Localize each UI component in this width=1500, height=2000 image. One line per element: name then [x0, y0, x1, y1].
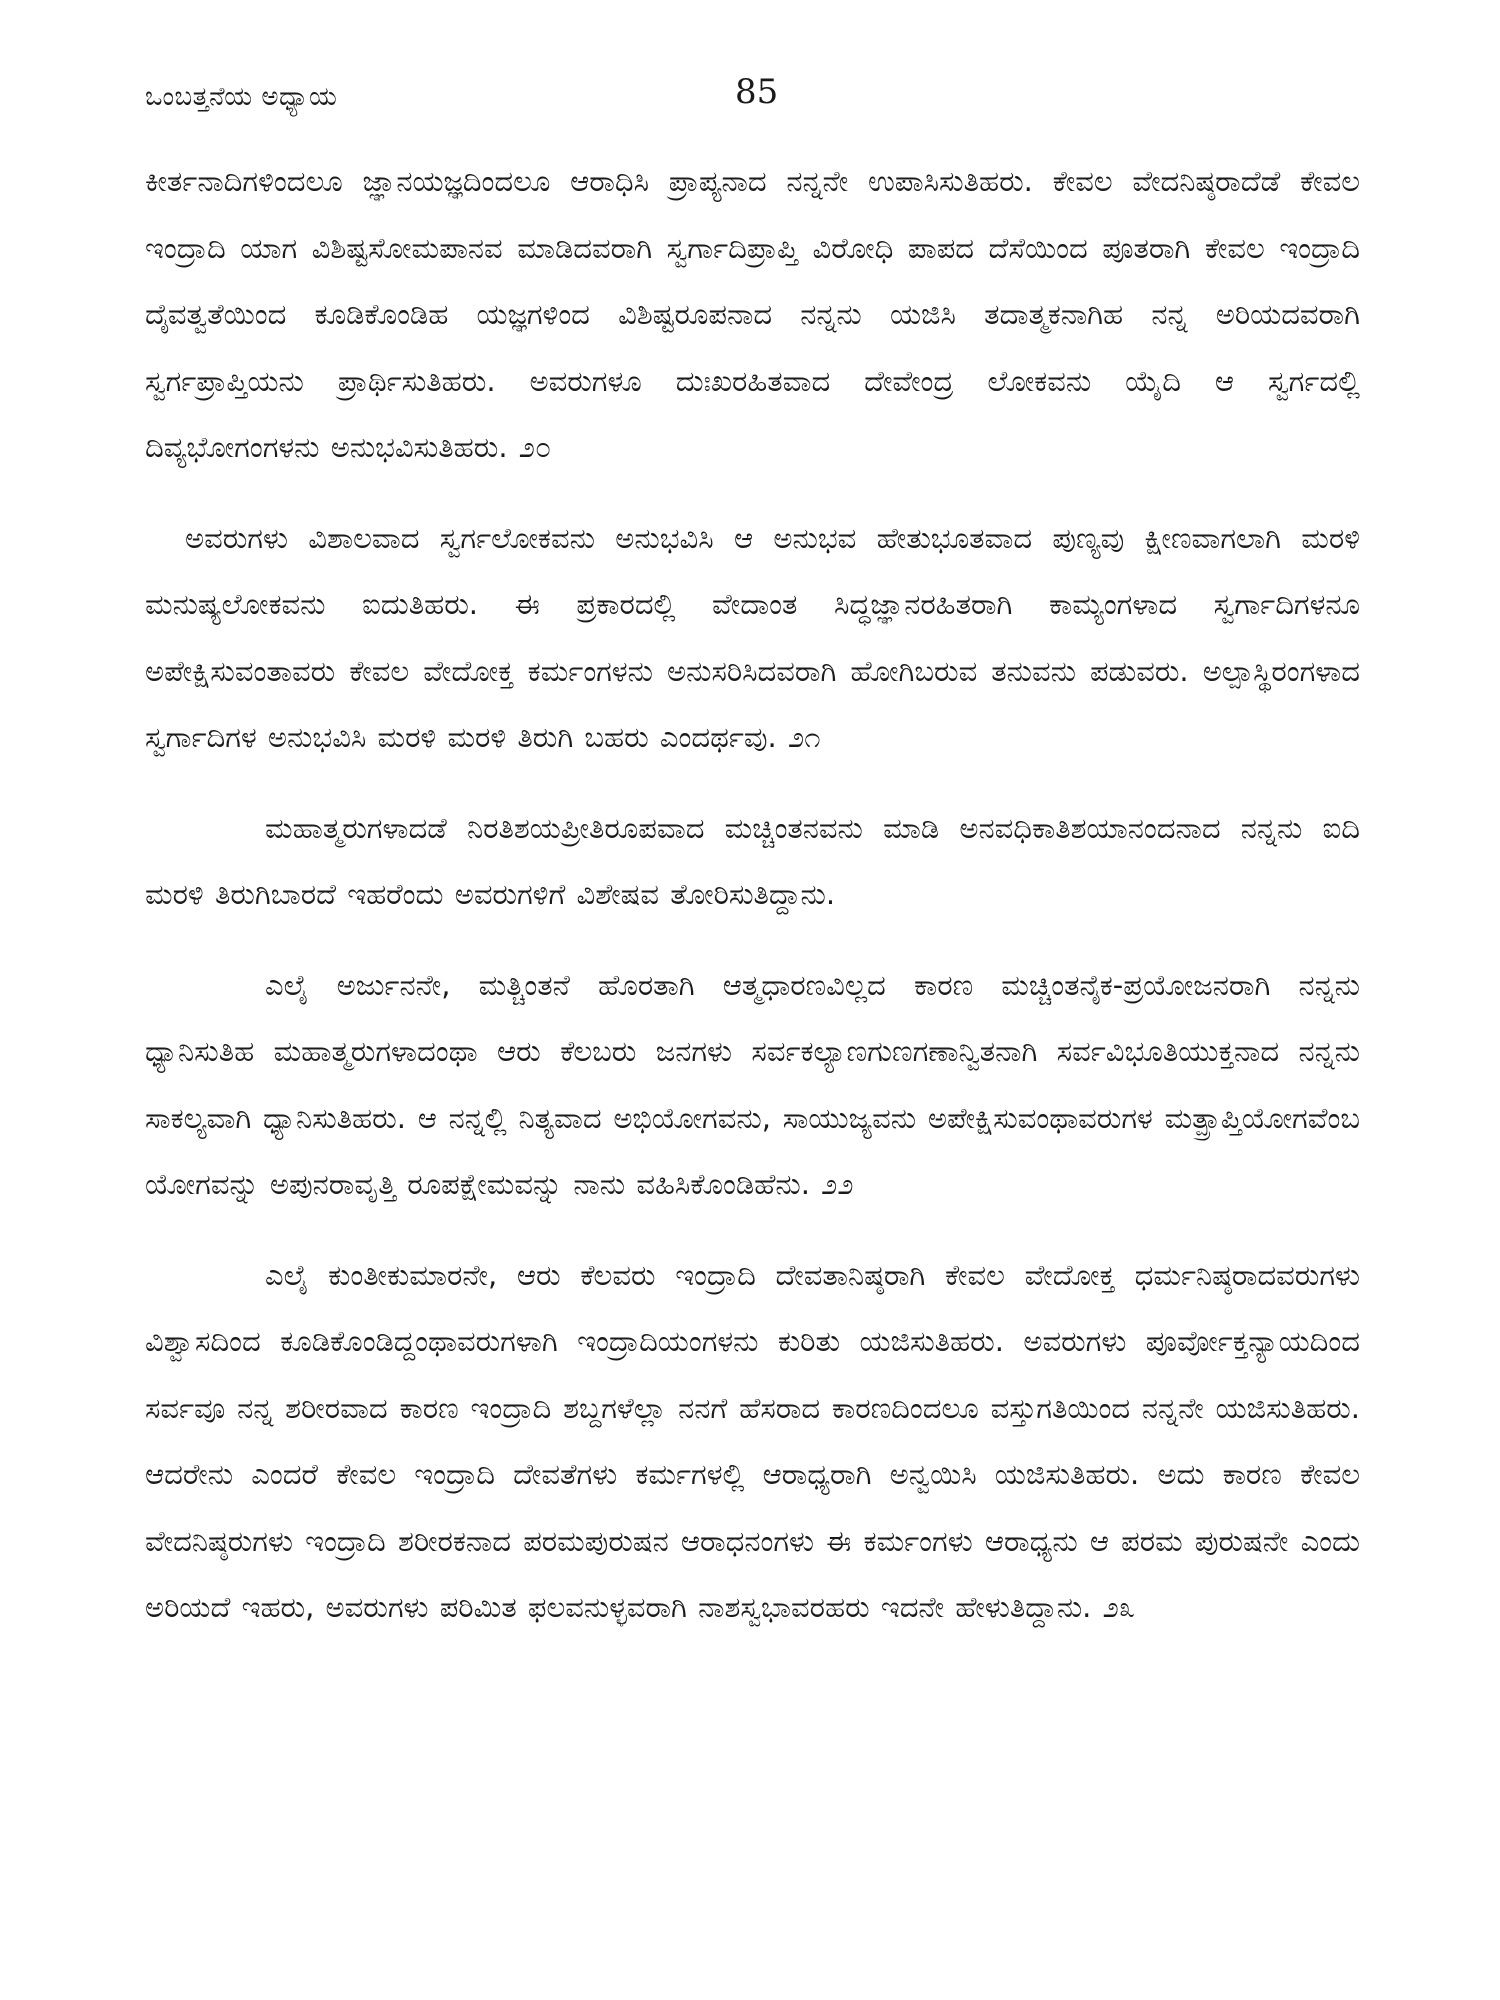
body-text [145, 148, 1360, 1641]
page-number: 85 [735, 72, 779, 112]
paragraph-verse-22: ಎಲೈ ಅರ್ಜುನನೇ, ಮತ್ಚಿಂತನೆ ಹೊರತಾಗಿ ಆತ್ಮಧಾರಣವಿಲ್ಲದ ಕಾರಣ ಮಚ್ಚಿಂತನೈಕ-ಪ್ರಯೋಜನರಾಗಿ ನನ್ನನು ಧ್ಯಾನಿಸುತಿಹ ಮಹಾತ್ಮರುಗಳಾದಂಥಾ ಆರು ಕೆಲಬರು ಜನಗಳು ಸರ್ವಕಲ್ಯಾಣಗುಣಗಣಾನ್ವಿತನಾಗಿ ಸರ್ವವಿಭೂತಿಯುಕ್ತನಾದ ನನ್ನನು ಸಾಕಲ್ಯವಾಗಿ ಧ್ಯಾನಿಸುತಿಹರು. ಆ ನನ್ನಲ್ಲಿ ನಿತ್ಯವಾದ ಅಭಿಯೋಗವನು, ಸಾಯುಜ್ಯವನು ಅಪೇಕ್ಷಿಸುವಂಥಾವರುಗಳ ಮತ್ಪ್ರಾಪ್ತಿಯೋಗವೆಂಬ ಯೋಗವನ್ನು ಅಪುನರಾವೃತ್ತಿ ರೂಪಕ್ಷೇಮವನ್ನು ನಾನು ವಹಿಸಿಕೊಂಡಿಹೆನು. ೨೨ [145, 967, 1360, 1201]
paragraph-verse-20: ಕೀರ್ತನಾದಿಗಳಿಂದಲೂ ಜ್ಞಾನಯಜ್ಞದಿಂದಲೂ ಆರಾಧಿಸಿ ಪ್ರಾಪ್ಯನಾದ ನನ್ನನೇ ಉಪಾಸಿಸುತಿಹರು. ಕೇವಲ ವೇದನಿಷ್ಠರಾದೆಡೆ ಕೇವಲ ಇಂದ್ರಾದಿ ಯಾಗ ವಿಶಿಷ್ಟಸೋಮಪಾನವ ಮಾಡಿದವರಾಗಿ ಸ್ವರ್ಗಾದಿಪ್ರಾಪ್ತಿ ವಿರೋಧಿ ಪಾಪದ ದೆಸೆಯಿಂದ ಪೂತರಾಗಿ ಕೇವಲ ಇಂದ್ರಾದಿ ದೈವತ್ವತೆಯಿಂದ ಕೂಡಿಕೊಂಡಿಹ ಯಜ್ಞಗಳಿಂದ ವಿಶಿಷ್ಟರೂಪನಾದ ನನ್ನನು ಯಜಿಸಿ ತದಾತ್ಮಕನಾಗಿಹ ನನ್ನ ಅರಿಯದವರಾಗಿ ಸ್ವರ್ಗಪ್ರಾಪ್ತಿಯನು ಪ್ರಾರ್ಥಿಸುತಿಹರು. ಅವರುಗಳೂ ದುಃಖರಹಿತವಾದ ದೇವೇಂದ್ರ ಲೋಕವನು ಯೈದಿ ಆ ಸ್ವರ್ಗದಲ್ಲಿ ದಿವ್ಯಭೋಗಂಗಳನು ಅನುಭವಿಸುತಿಹರು. ೨೦ [145, 164, 1360, 464]
paragraph-commentary: ಮಹಾತ್ಮರುಗಳಾದಡೆ ನಿರತಿಶಯಪ್ರೀತಿರೂಪವಾದ ಮಚ್ಚಿಂತನವನು ಮಾಡಿ ಅನವಧಿಕಾತಿಶಯಾನಂದನಾದ ನನ್ನನು ಐದಿ ಮರಳಿ ತಿರುಗಿಬಾರದೆ ಇಹರೆಂದು ಅವರುಗಳಿಗೆ ವಿಶೇಷವ ತೋರಿಸುತಿದ್ದಾನು. [145, 810, 1360, 911]
page-header [145, 70, 1360, 130]
running-head: ಒಂಬತ್ತನೆಯ ಅಧ್ಯಾಯ [145, 82, 338, 112]
document-page [145, 70, 1360, 1970]
paragraph-verse-23: ಎಲೈ ಕುಂತೀಕುಮಾರನೇ, ಆರು ಕೆಲವರು ಇಂದ್ರಾದಿ ದೇವತಾನಿಷ್ಠರಾಗಿ ಕೇವಲ ವೇದೋಕ್ತ ಧರ್ಮನಿಷ್ಠರಾದವರುಗಳು ವಿಶ್ವಾಸದಿಂದ ಕೂಡಿಕೊಂಡಿದ್ದಂಥಾವರುಗಳಾಗಿ ಇಂದ್ರಾದಿಯಂಗಳನು ಕುರಿತು ಯಜಿಸುತಿಹರು. ಅವರುಗಳು ಪೂರ್ವೋಕ್ತನ್ಯಾಯದಿಂದ ಸರ್ವವೂ ನನ್ನ ಶರೀರವಾದ ಕಾರಣ ಇಂದ್ರಾದಿ ಶಬ್ದಗಳೆಲ್ಲಾ ನನಗೆ ಹೆಸರಾದ ಕಾರಣದಿಂದಲೂ ವಸ್ತುಗತಿಯಿಂದ ನನ್ನನೇ ಯಜಿಸುತಿಹರು. ಆದರೇನು ಎಂದರೆ ಕೇವಲ ಇಂದ್ರಾದಿ ದೇವತೆಗಳು ಕರ್ಮಗಳಲ್ಲಿ ಆರಾಧ್ಯರಾಗಿ ಅನ್ವಯಿಸಿ ಯಜಿಸುತಿಹರು. ಅದು ಕಾರಣ ಕೇವಲ ವೇದನಿಷ್ಠರುಗಳು ಇಂದ್ರಾದಿ ಶರೀರಕನಾದ ಪರಮಪುರುಷನ ಆರಾಧನಂಗಳು ಈ ಕರ್ಮಂಗಳು ಆರಾಧ್ಯನು ಆ ಪರಮ ಪುರುಷನೇ ಎಂದು ಅರಿಯದೆ ಇಹರು, ಅವರುಗಳು ಪರಿಮಿತ ಫಲವನುಳ್ಳವರಾಗಿ ನಾಶಸ್ವಭಾವರಹರು ಇದನೇ ಹೇಳುತಿದ್ದಾನು. ೨೩ [145, 1257, 1360, 1624]
paragraph-verse-21: ಅವರುಗಳು ವಿಶಾಲವಾದ ಸ್ವರ್ಗಲೋಕವನು ಅನುಭವಿಸಿ ಆ ಅನುಭವ ಹೇತುಭೂತವಾದ ಪುಣ್ಯವು ಕ್ಷೀಣವಾಗಲಾಗಿ ಮರಳಿ ಮನುಷ್ಯಲೋಕವನು ಐದುತಿಹರು. ಈ ಪ್ರಕಾರದಲ್ಲಿ ವೇದಾಂತ ಸಿದ್ಧಜ್ಞಾನರಹಿತರಾಗಿ ಕಾಮ್ಯಂಗಳಾದ ಸ್ವರ್ಗಾದಿಗಳನೂ ಅಪೇಕ್ಷಿಸುವಂತಾವರು ಕೇವಲ ವೇದೋಕ್ತ ಕರ್ಮಂಗಳನು ಅನುಸರಿಸಿದವರಾಗಿ ಹೋಗಿಬರುವ ತನುವನು ಪಡುವರು. ಅಲ್ಪಾಸ್ಥಿರಂಗಳಾದ ಸ್ವರ್ಗಾದಿಗಳ ಅನುಭವಿಸಿ ಮರಳಿ ಮರಳಿ ತಿರುಗಿ ಬಹರು ಎಂದರ್ಥವು. ೨೧ [145, 520, 1360, 754]
